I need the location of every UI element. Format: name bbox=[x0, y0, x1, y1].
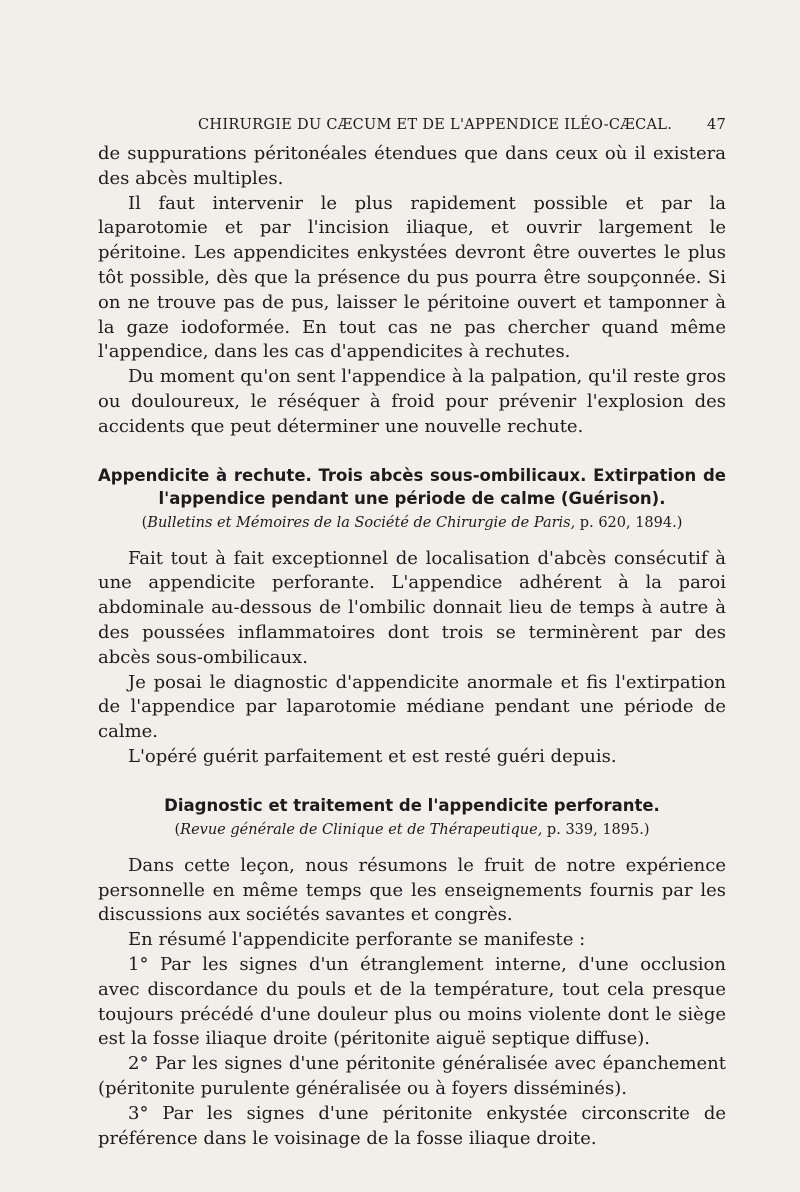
ref-source: Bulletins et Mémoires de la Société de Chirurgie de Paris, bbox=[147, 514, 576, 531]
list-item: 2° Par les signes d'une péritonite généralisée avec épanchement (péritonite purulente généralisée ou à foyers disséminés). bbox=[98, 1053, 726, 1099]
ref-details: p. 620, 1894.) bbox=[575, 514, 683, 531]
bibliographic-reference bbox=[98, 820, 726, 840]
paragraph: En résumé l'appendicite perforante se manifeste : bbox=[128, 929, 586, 951]
paragraph: Il faut intervenir le plus rapidement possible et par la laparotomie et par l'incision iliaque, et ouvrir largement le péritoine. Les appendicites enkystées devront être ouvertes le plus tôt possible, dès que la présence du pus pourra être soupçonnée. Si on ne trouve pas de pus, laisser le péritoine ouvert et tamponner à la gaze iodoformée. En tout cas ne pas chercher quand même l'appendice, dans les cas d'appendicites à rechutes. bbox=[98, 192, 726, 363]
list-item: 3° Par les signes d'une péritonite enkystée circonscrite de préférence dans le voisinage de la fosse iliaque droite. bbox=[98, 1102, 726, 1149]
paragraph: Du moment qu'on sent l'appendice à la palpation, qu'il reste gros ou douloureux, le réséquer à froid pour prévenir l'explosion des accidents que peut déterminer une nouvelle rechute. bbox=[98, 366, 726, 437]
running-header bbox=[98, 117, 726, 137]
page-body bbox=[98, 142, 726, 1151]
page-number: 47 bbox=[706, 117, 726, 133]
paragraph-continuation: de suppurations péritonéales étendues que dans ceux où il existera des abcès multiples. bbox=[98, 143, 726, 189]
section-heading: Appendicite à rechute. Trois abcès sous-ombilicaux. Extirpation de l'appendice pendant une période de calme (Guérison). bbox=[98, 465, 726, 508]
bibliographic-reference bbox=[98, 513, 726, 533]
ref-source: Revue générale de Clinique et de Thérapeutique, bbox=[180, 821, 543, 838]
list-item: 1° Par les signes d'un étranglement interne, d'une occlusion avec discordance du pouls et de la température, tout cela presque toujours précédé d'une douleur plus ou moins violente dont le siège est la fosse iliaque droite (péritonite aiguë septique diffuse). bbox=[98, 953, 726, 1050]
ref-details: p. 339, 1895.) bbox=[542, 821, 650, 838]
running-title: CHIRURGIE DU CÆCUM ET DE L'APPENDICE ILÉO-CÆCAL. bbox=[198, 117, 673, 133]
paragraph: L'opéré guérit parfaitement et est resté guéri depuis. bbox=[128, 745, 617, 767]
paragraph: Je posai le diagnostic d'appendicite anormale et fis l'extirpation de l'appendice par laparotomie médiane pendant une période de calme. bbox=[98, 671, 726, 743]
ref-open: ( bbox=[141, 514, 148, 531]
ref-open: ( bbox=[174, 821, 181, 838]
paragraph: Fait tout à fait exceptionnel de localisation d'abcès consécutif à une appendicite perforante. L'appendice adhérent à la paroi abdominale au-dessous de l'ombilic donnait lieu de temps à autre à des poussées inflammatoires dont trois se terminèrent par des abcès sous-ombilicaux. bbox=[98, 547, 726, 668]
section-heading: Diagnostic et traitement de l'appendicite perforante. bbox=[164, 795, 660, 815]
paragraph: Dans cette leçon, nous résumons le fruit de notre expérience personnelle en même temps que les enseignements fournis par les discussions aux sociétés savantes et congrès. bbox=[98, 854, 726, 926]
